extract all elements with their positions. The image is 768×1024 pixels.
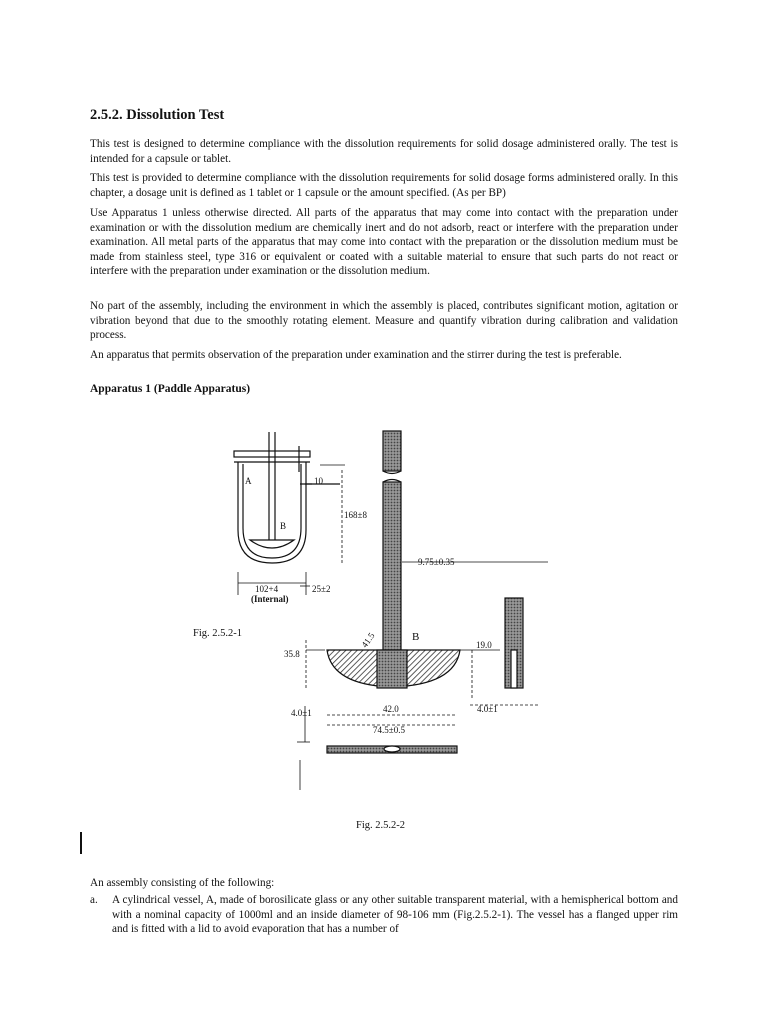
dim-358: 35.8 (284, 649, 300, 659)
vessel-figure (234, 432, 345, 595)
text-cursor (80, 832, 82, 854)
dim-190: 19.0 (476, 640, 492, 650)
dim-10: 10 (314, 476, 323, 486)
dim-415: 41.5 (359, 630, 377, 650)
paddle-label-b-small: B (280, 521, 287, 531)
apparatus-subheading: Apparatus 1 (Paddle Apparatus) (90, 383, 251, 395)
vessel-labels (245, 476, 367, 604)
vessel-label-a: A (245, 476, 252, 486)
dim-168: 168±8 (344, 510, 367, 520)
blade-label-b: B (412, 631, 420, 643)
paddle-figure (297, 431, 548, 790)
paragraph-4: No part of the assembly, including the environment in which the assembly is placed, contributes significant motion, agitation or vibration beyond that due to the smoothly rotating element. Measure and quantify vibration during calibration and validation process. (90, 300, 678, 342)
paragraph-1: This test is designed to determine compliance with the dissolution requirements for solid dosage administered orally. The test is intended for a capsule or tablet. (90, 138, 678, 165)
dim-745: 74.5±0.5 (373, 725, 405, 735)
dim-975: 9.75±0.35 (418, 557, 455, 567)
list-item-text: A cylindrical vessel, A, made of borosilicate glass or any other suitable transparent material, with a hemispherical bottom and with a nominal capacity of 1000ml and an inside diameter of 98-106 mm (Fig.2.5.2-1). The vessel has a flanged upper rim and is fitted with a lid to avoid evaporation that has a number of (112, 894, 678, 936)
figure-1-caption: Fig. 2.5.2-1 (193, 628, 243, 639)
dim-25: 25±2 (312, 584, 331, 594)
paragraph-3: Use Apparatus 1 unless otherwise directed. All parts of the apparatus that may come into contact with the preparation under examination or with the dissolution medium are chemically inert and do not adsorb, react or interfere with the preparation under examination. All metal parts of the apparatus that may come into contact with the preparation or the dissolution medium must be made from stainless steel, type 316 or equivalent or coated with a suitable material to ensure that such parts do not react or interfere with the preparation under examination or the dissolution medium. (90, 207, 678, 278)
dim-40-right: 4.0±1 (477, 704, 498, 714)
dim-102: 102+4 (255, 584, 279, 594)
paddle-labels (284, 557, 498, 735)
paragraph-2: This test is provided to determine compliance with the dissolution requirements for solid dosage forms administered orally. In this chapter, a dosage unit is defined as 1 tablet or 1 capsule or the amount specified. (As per BP) (90, 172, 678, 199)
figure-2-caption: Fig. 2.5.2-2 (356, 820, 406, 831)
internal-label: (Internal) (251, 594, 289, 604)
dim-40-left: 4.0±1 (291, 708, 312, 718)
list-marker: a. (90, 894, 98, 906)
dim-420: 42.0 (383, 704, 399, 714)
assembly-intro: An assembly consisting of the following: (90, 877, 275, 889)
paragraph-5: An apparatus that permits observation of the preparation under examination and the stirrer during the test is preferable. (90, 349, 622, 361)
section-heading: 2.5.2. Dissolution Test (90, 107, 225, 123)
